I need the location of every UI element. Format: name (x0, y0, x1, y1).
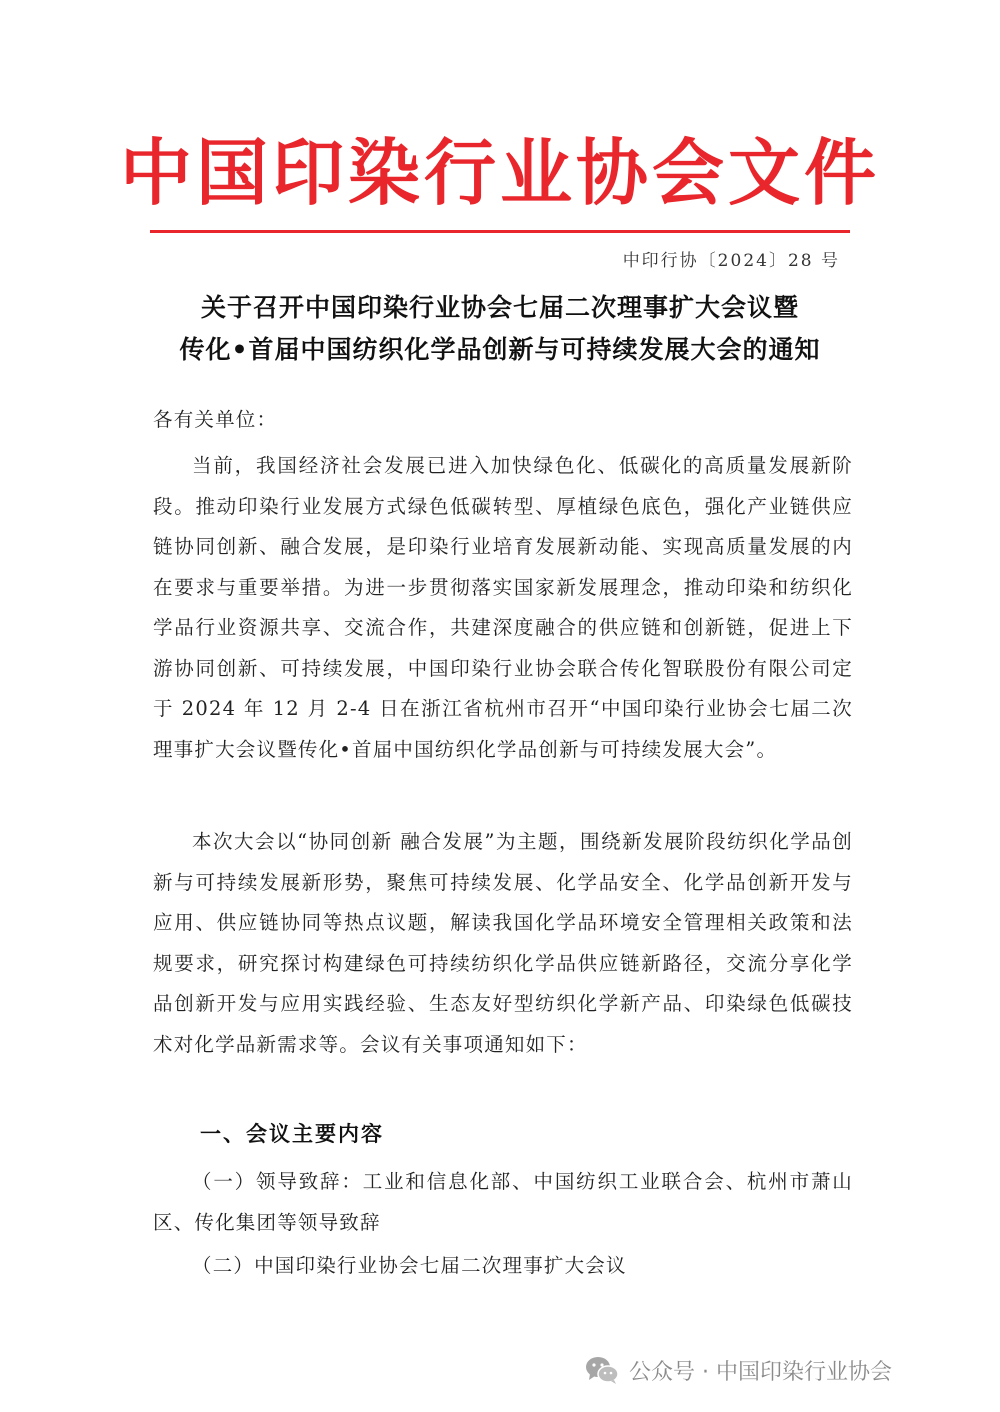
document-number: 中印行协〔2024〕28 号 (622, 251, 840, 271)
agenda-item-2: （二）中国印染行业协会七届二次理事扩大会议 (192, 1254, 627, 1277)
notice-title-line-1: 关于召开中国印染行业协会七届二次理事扩大会议暨 (200, 293, 799, 322)
masthead-title: 中国印染行业协会文件 (120, 131, 881, 215)
body-paragraph-2: 本次大会以“协同创新 融合发展”为主题，围绕新发展阶段纺织化学品创新与可持续发展新形势，聚焦可持续发展、化学品安全、化学品创新开发与应用、供应链协同等热点议题，解读我国化学品环境安全管理相关政策和法规要求，研究探讨构建绿色可持续纺织化学品供应链新路径，交流分享化学品创新开发与应用实践经验、生态友好型纺织化学新产品、印染绿色低碳技术对化学品新需求等。会议有关事项通知如下： (153, 830, 853, 1056)
salutation: 各有关单位： (153, 408, 278, 431)
watermark-text: 公众号 · 中国印染行业协会 (629, 1359, 892, 1385)
wechat-watermark (585, 1350, 892, 1390)
notice-title-line-2: 传化•首届中国纺织化学品创新与可持续发展大会的通知 (179, 335, 821, 364)
agenda-item-1: （一）领导致辞：工业和信息化部、中国纺织工业联合会、杭州市萧山区、传化集团等领导致辞 (153, 1170, 853, 1234)
section-heading-1: 一、会议主要内容 (200, 1122, 384, 1146)
red-divider-line (150, 230, 850, 233)
body-paragraph-1: 当前，我国经济社会发展已进入加快绿色化、低碳化的高质量发展新阶段。推动印染行业发展方式绿色低碳转型、厚植绿色底色，强化产业链供应链协同创新、融合发展，是印染行业培育发展新动能、实现高质量发展的内在要求与重要举措。为进一步贯彻落实国家新发展理念，推动印染和纺织化学品行业资源共享、交流合作，共建深度融合的供应链和创新链，促进上下游协同创新、可持续发展，中国印染行业协会联合传化智联股份有限公司定于 2024 年 12 月 2-4 日在浙江省杭州市召开“中国印染行业协会七届二次理事扩大会议暨传化•首届中国纺织化学品创新与可持续发展大会”。 (153, 454, 853, 761)
wechat-icon (585, 1355, 619, 1385)
